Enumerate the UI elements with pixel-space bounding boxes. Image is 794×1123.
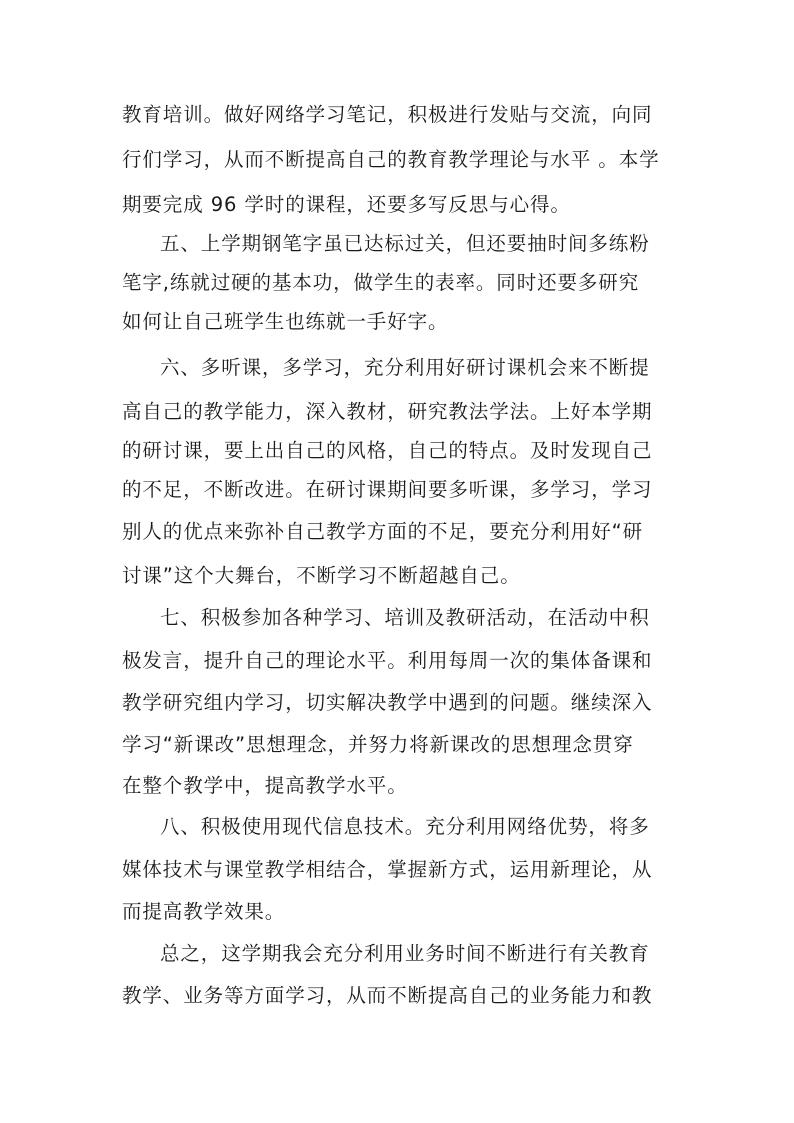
text-line: 讨课”这个大舞台，不断学习不断超越自己。 — [122, 564, 521, 587]
conclusion-start: 总之，这学期我会充分利用业务时间不断进行有关教育 — [160, 942, 650, 965]
text-line: 高自己的教学能力，深入教材，研究教法学法。上好本学期 — [122, 400, 653, 423]
text-line: 笔字,练就过硬的基本功，做学生的表率。同时还要多研究 — [122, 271, 640, 294]
paragraph-5-start: 五、上学期钢笔字虽已达标过关，但还要抽时间多练粉 — [160, 232, 650, 255]
text-line: 别人的优点来弥补自己教学方面的不足，要充分利用好“研 — [122, 520, 644, 543]
text-line: 的研讨课，要上出自己的风格，自己的特点。及时发现自己 — [122, 439, 653, 462]
text-line: 媒体技术与课堂教学相结合，掌握新方式，运用新理论，从 — [122, 858, 653, 881]
paragraph-7-start: 七、积极参加各种学习、培训及教研活动，在活动中积 — [160, 606, 650, 629]
text-line: 极发言，提升自己的理论水平。利用每周一次的集体备课和 — [122, 649, 653, 672]
text-line: 在整个教学中，提高教学水平。 — [122, 774, 408, 797]
text-line: 的不足，不断改进。在研讨课期间要多听课，多学习，学习 — [122, 478, 653, 501]
text-line: 期要完成 96 学时的课程，还要多写反思与心得。 — [122, 193, 571, 216]
text-line: 而提高教学效果。 — [122, 900, 286, 923]
text-line: 如何让自己班学生也练就一手好字。 — [122, 310, 449, 333]
text-line: 学习“新课改”思想理念，并努力将新课改的思想理念贯穿 — [122, 733, 634, 756]
paragraph-6-start: 六、多听课，多学习，充分利用好研讨课机会来不断提 — [160, 356, 650, 379]
text-line: 教学研究组内学习，切实解决教学中遇到的问题。继续深入 — [122, 691, 653, 714]
text-line: 行们学习，从而不断提高自己的教育教学理论与水平 。本学 — [122, 148, 660, 171]
paragraph-8-start: 八、积极使用现代信息技术。充分利用网络优势，将多 — [160, 815, 650, 838]
text-line: 教育培训。做好网络学习笔记，积极进行发贴与交流，向同 — [122, 103, 653, 126]
text-line: 教学、业务等方面学习，从而不断提高自己的业务能力和教 — [122, 984, 653, 1007]
